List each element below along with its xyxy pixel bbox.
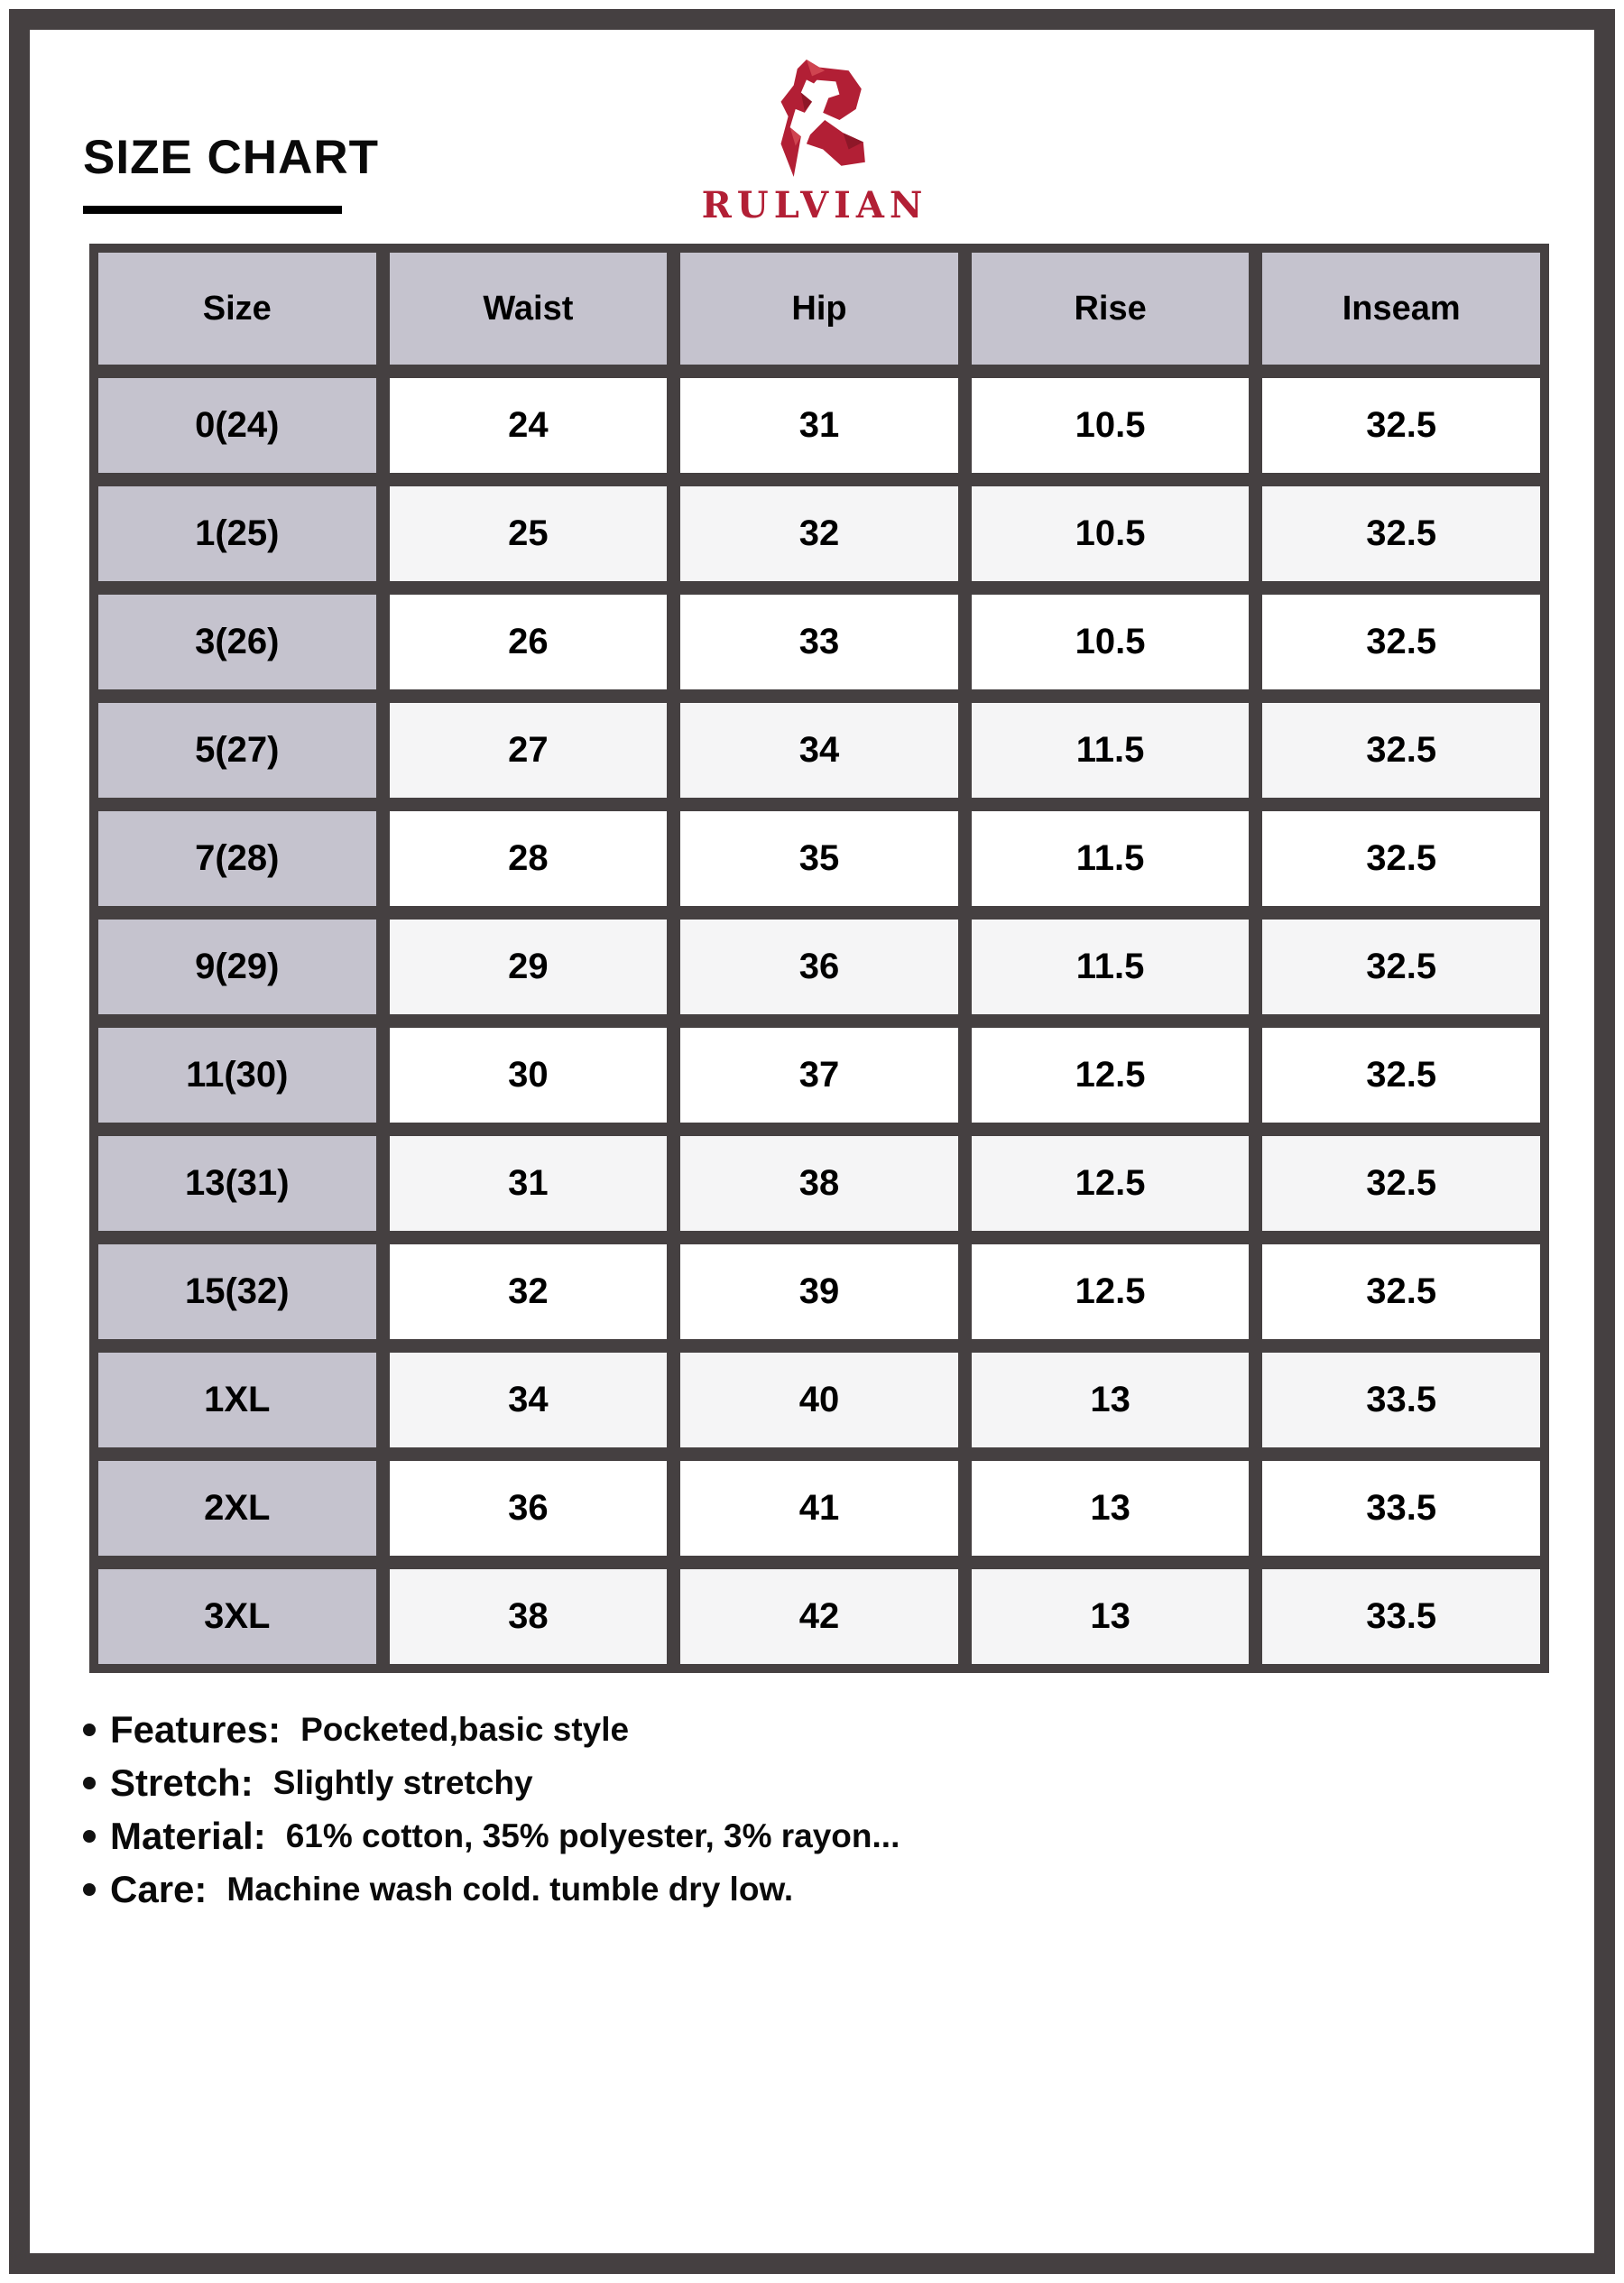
data-cell: 11.5 xyxy=(972,920,1250,1014)
data-cell: 33 xyxy=(680,595,958,689)
data-cell: 10.5 xyxy=(972,486,1250,581)
data-cell: 29 xyxy=(390,920,668,1014)
data-cell: 12.5 xyxy=(972,1244,1250,1339)
bullet-icon xyxy=(83,1830,96,1843)
data-cell: 41 xyxy=(680,1461,958,1556)
data-cell: 24 xyxy=(390,378,668,473)
detail-line-care xyxy=(83,1868,900,1911)
detail-value: Machine wash cold. tumble dry low. xyxy=(226,1871,794,1908)
detail-value: 61% cotton, 35% polyester, 3% rayon... xyxy=(285,1817,900,1854)
data-cell: 27 xyxy=(390,703,668,798)
data-cell: 32.5 xyxy=(1262,486,1540,581)
size-label-cell: 13(31) xyxy=(98,1136,376,1231)
data-cell: 12.5 xyxy=(972,1136,1250,1231)
data-cell: 36 xyxy=(390,1461,668,1556)
detail-value: Pocketed,basic style xyxy=(300,1711,630,1748)
data-cell: 12.5 xyxy=(972,1028,1250,1123)
header-cell: Rise xyxy=(972,253,1250,365)
header-cell: Hip xyxy=(680,253,958,365)
detail-line-features xyxy=(83,1708,900,1752)
size-label-cell: 2XL xyxy=(98,1461,376,1556)
data-cell: 13 xyxy=(972,1353,1250,1447)
detail-label: Care: xyxy=(110,1868,208,1910)
data-cell: 31 xyxy=(680,378,958,473)
data-cell: 40 xyxy=(680,1353,958,1447)
data-cell: 38 xyxy=(390,1569,668,1664)
data-cell: 32 xyxy=(390,1244,668,1339)
data-cell: 11.5 xyxy=(972,811,1250,906)
size-label-cell: 9(29) xyxy=(98,920,376,1014)
data-cell: 38 xyxy=(680,1136,958,1231)
data-cell: 32.5 xyxy=(1262,703,1540,798)
data-cell: 26 xyxy=(390,595,668,689)
header-cell: Waist xyxy=(390,253,668,365)
data-cell: 33.5 xyxy=(1262,1353,1540,1447)
size-label-cell: 0(24) xyxy=(98,378,376,473)
data-cell: 37 xyxy=(680,1028,958,1123)
detail-line-material xyxy=(83,1815,900,1858)
data-cell: 36 xyxy=(680,920,958,1014)
brand-name: RULVIAN xyxy=(701,184,928,226)
detail-value: Slightly stretchy xyxy=(272,1764,533,1801)
size-chart-table xyxy=(89,244,1549,1673)
rulvian-logo-icon xyxy=(757,56,867,180)
size-label-cell: 7(28) xyxy=(98,811,376,906)
size-label-cell: 11(30) xyxy=(98,1028,376,1123)
bullet-icon xyxy=(83,1777,96,1789)
size-label-cell: 3XL xyxy=(98,1569,376,1664)
data-cell: 33.5 xyxy=(1262,1569,1540,1664)
data-cell: 32.5 xyxy=(1262,595,1540,689)
data-cell: 32.5 xyxy=(1262,1136,1540,1231)
data-cell: 32.5 xyxy=(1262,1244,1540,1339)
data-cell: 34 xyxy=(390,1353,668,1447)
product-details-list xyxy=(83,1708,900,1921)
data-cell: 13 xyxy=(972,1461,1250,1556)
header-cell: Size xyxy=(98,253,376,365)
brand-logo xyxy=(0,56,1624,226)
data-cell: 34 xyxy=(680,703,958,798)
data-cell: 32.5 xyxy=(1262,811,1540,906)
bullet-icon xyxy=(83,1724,96,1736)
size-label-cell: 5(27) xyxy=(98,703,376,798)
data-cell: 28 xyxy=(390,811,668,906)
data-cell: 39 xyxy=(680,1244,958,1339)
size-label-cell: 1XL xyxy=(98,1353,376,1447)
size-label-cell: 3(26) xyxy=(98,595,376,689)
data-cell: 25 xyxy=(390,486,668,581)
header-cell: Inseam xyxy=(1262,253,1540,365)
page-title: SIZE CHART xyxy=(83,131,379,184)
size-label-cell: 1(25) xyxy=(98,486,376,581)
data-cell: 10.5 xyxy=(972,595,1250,689)
bullet-icon xyxy=(83,1883,96,1896)
data-cell: 30 xyxy=(390,1028,668,1123)
detail-label: Material: xyxy=(110,1815,266,1857)
detail-label: Features: xyxy=(110,1708,281,1751)
data-cell: 11.5 xyxy=(972,703,1250,798)
data-cell: 42 xyxy=(680,1569,958,1664)
data-cell: 10.5 xyxy=(972,378,1250,473)
data-cell: 32 xyxy=(680,486,958,581)
data-cell: 32.5 xyxy=(1262,1028,1540,1123)
data-cell: 13 xyxy=(972,1569,1250,1664)
data-cell: 32.5 xyxy=(1262,378,1540,473)
data-cell: 31 xyxy=(390,1136,668,1231)
size-label-cell: 15(32) xyxy=(98,1244,376,1339)
data-cell: 35 xyxy=(680,811,958,906)
detail-label: Stretch: xyxy=(110,1761,254,1804)
data-cell: 33.5 xyxy=(1262,1461,1540,1556)
data-cell: 32.5 xyxy=(1262,920,1540,1014)
detail-line-stretch xyxy=(83,1761,900,1805)
